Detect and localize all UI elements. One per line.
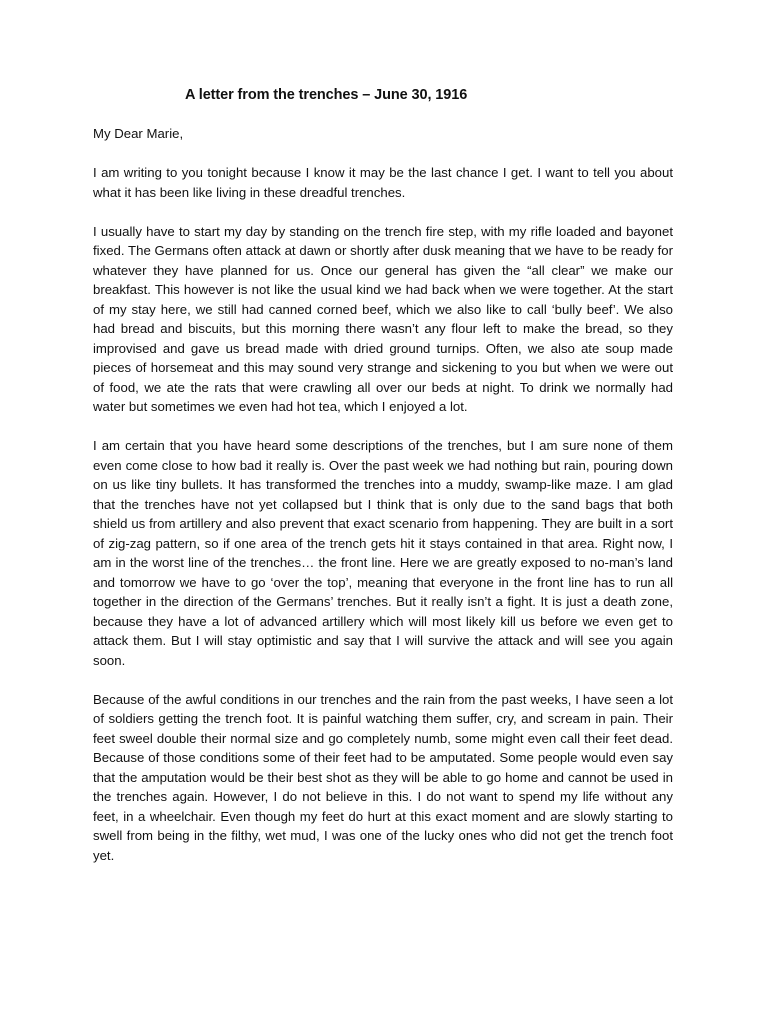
letter-salutation: My Dear Marie,	[93, 126, 184, 141]
paragraph-daily-routine: I usually have to start my day by standing on the trench fire step, with my rifle loaded and bayonet fixed. The Germans often attack at dawn or shortly after dusk meaning that we have to be ready for whatever they have planned for us. Once our general has given the “all clear” we make our breakfast. This however is not like the usual kind we had back when we were together. At the start of my stay here, we still had canned corned beef, which we also like to call ‘bully beef’. We also had bread and biscuits, but this morning there wasn’t any flour left to make the bread, so they improvised and gave us bread made with dried ground turnips. Often, we also ate soup made pieces of horsemeat and this may sound very strange and sickening to you but when we were out of food, we ate the rats that were crawling all over our beds at night. To drink we normally had water but sometimes we even had hot tea, which I enjoyed a lot.	[93, 223, 673, 414]
letter-body	[93, 124, 673, 885]
paragraph-trench-foot: Because of the awful conditions in our trenches and the rain from the past weeks, I have seen a lot of soldiers getting the trench foot. It is painful watching them suffer, cry, and scream in pain. Their feet sweel double their normal size and go completely numb, some might even call their feet dead. Because of those conditions some of their feet had to be amputated. Some people would even say that the amputation would be their best shot as they will be able to go home and cannot be used in the trenches again. However, I do not believe in this. I do not want to spend my life without any feet, in a wheelchair. Even though my feet do hurt at this exact moment and are slowly starting to swell from being in the filthy, wet mud, I was one of the lucky ones who did not get the trench foot yet.	[93, 691, 673, 863]
letter-title: A letter from the trenches – June 30, 1916	[185, 87, 468, 103]
paragraph-intro: I am writing to you tonight because I know it may be the last chance I get. I want to tell you about what it has been like living in these dreadful trenches.	[93, 165, 673, 200]
paragraph-trench-conditions: I am certain that you have heard some descriptions of the trenches, but I am sure none of them even come close to how bad it really is. Over the past week we had nothing but rain, pouring down on us like tiny bullets. It has transformed the trenches into a muddy, swamp-like maze. I am glad that the trenches have not yet collapsed but I think that is only due to the sand bags that both shield us from artillery and also prevent that exact scenario from happening. They are built in a sort of zig-zag pattern, so if one area of the trench gets hit it stays contained in that area. Right now, I am in the worst line of the trenches… the front line. Here we are greatly exposed to no-man’s land and tomorrow we have to go ‘over the top’, meaning that everyone in the front line has to run all together in the direction of the Germans’ trenches. But it really isn’t a fight. It is just a death zone, because they have a lot of advanced artillery which will most likely kill us before we even get to attack them. But I will stay optimistic and say that I will survive the attack and will see you again soon.	[93, 438, 673, 668]
